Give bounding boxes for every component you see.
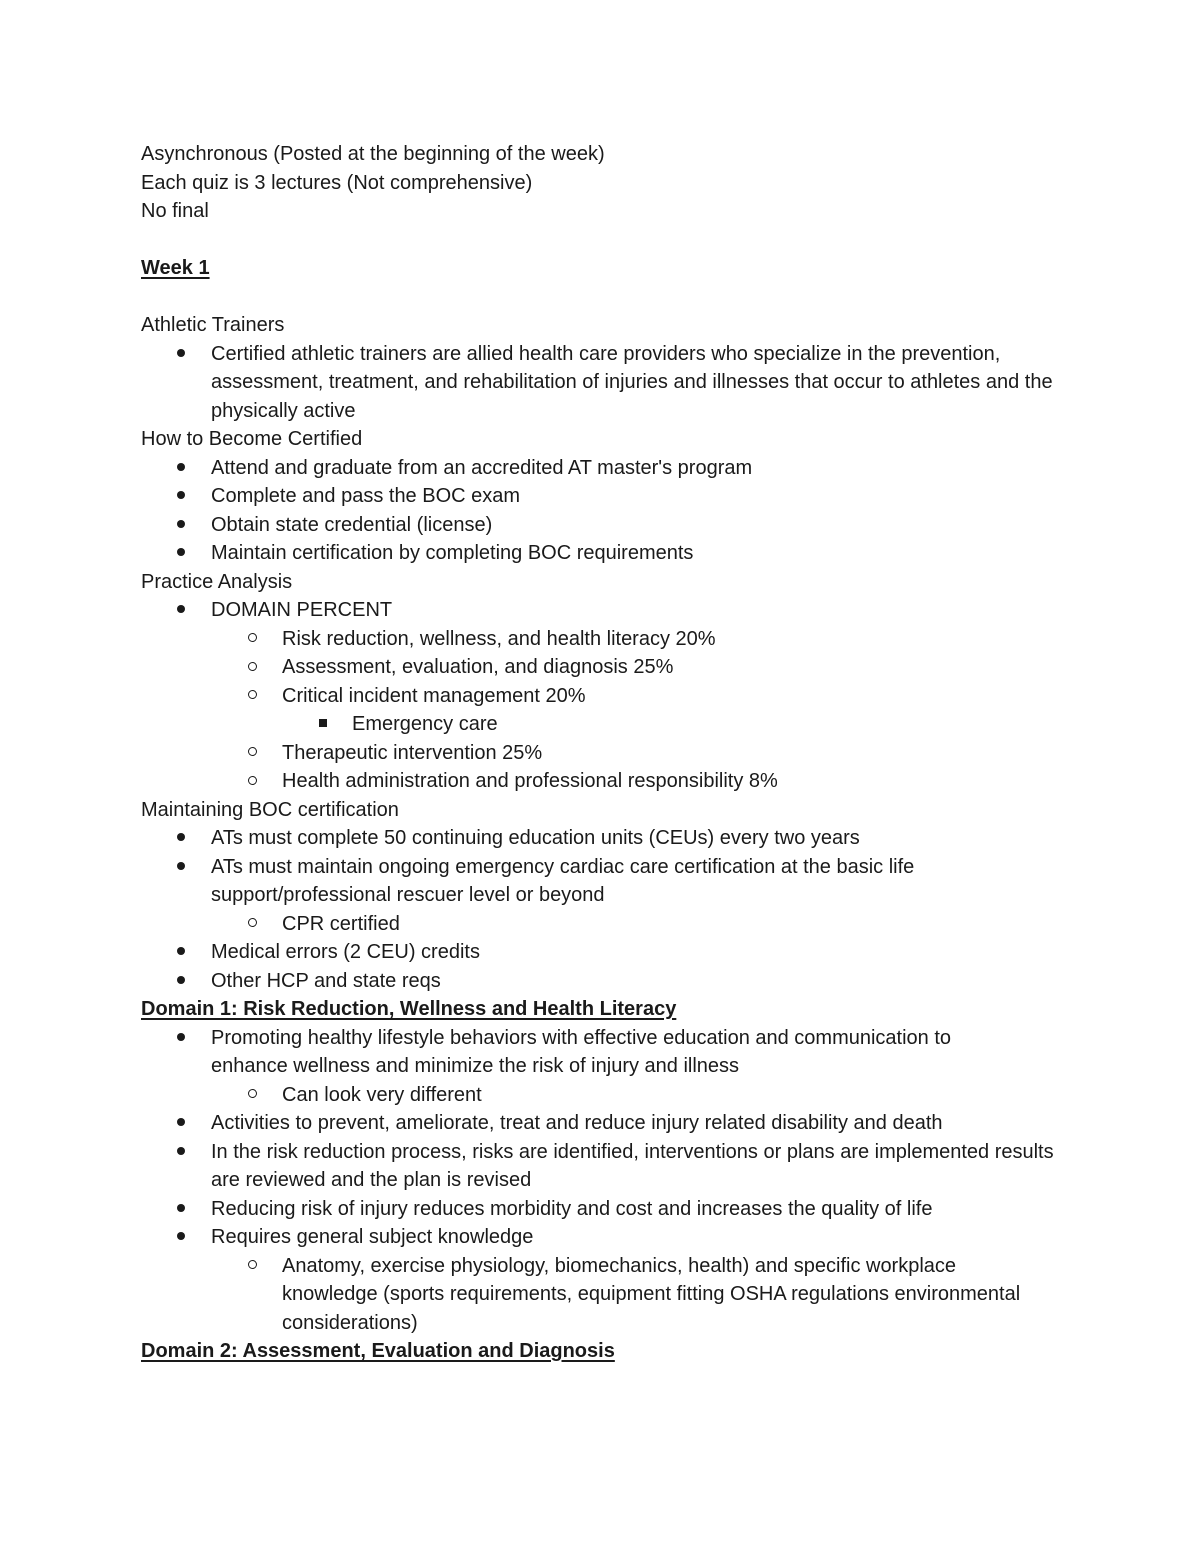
disc-bullet-icon [177, 824, 185, 853]
circle-bullet-icon [248, 625, 257, 654]
domain1-list [141, 1024, 1071, 1338]
domain2-heading: Domain 2: Assessment, Evaluation and Diagnosis [141, 1340, 615, 1362]
disc-bullet-icon [177, 1138, 185, 1167]
disc-bullet-icon [177, 454, 185, 483]
certified-list [141, 454, 1071, 568]
disc-bullet-icon [177, 853, 185, 882]
list-item: Obtain state credential (license) [141, 511, 1071, 540]
list-item: Assessment, evaluation, and diagnosis 25% [141, 653, 1071, 682]
list-item: Attend and graduate from an accredited AT master's program [141, 454, 1071, 483]
list-item: Can look very different [141, 1081, 1071, 1110]
list-item: CPR certified [141, 910, 1071, 939]
list-item: Complete and pass the BOC exam [141, 482, 1071, 511]
disc-bullet-icon [177, 539, 185, 568]
list-item: Emergency care [141, 710, 1071, 739]
blank-line [141, 283, 1071, 312]
circle-bullet-icon [248, 653, 257, 682]
list-item: Health administration and professional responsibility 8% [141, 767, 1071, 796]
square-bullet-icon [319, 710, 327, 739]
list-item: DOMAIN PERCENT [141, 596, 1071, 625]
section-title-practice-analysis: Practice Analysis [141, 570, 293, 593]
maintaining-list [141, 824, 1071, 995]
circle-bullet-icon [248, 1081, 257, 1110]
list-item: Critical incident management 20% [141, 682, 1071, 711]
list-item: Certified athletic trainers are allied health care providers who specialize in the prevention, assessment, treatment, and rehabilitation of injuries and illnesses that occur to athletes and the physically active [141, 340, 1081, 426]
list-item: Reducing risk of injury reduces morbidity and cost and increases the quality of life [141, 1195, 1071, 1224]
list-item: Promoting healthy lifestyle behaviors with effective education and communication to enhance wellness and minimize the risk of injury and illness [141, 1024, 1011, 1081]
section-title-certified: How to Become Certified [141, 428, 363, 450]
domain1-heading: Domain 1: Risk Reduction, Wellness and Health Literacy [141, 998, 677, 1020]
circle-bullet-icon [248, 767, 257, 796]
circle-bullet-icon [248, 682, 257, 711]
list-item: Requires general subject knowledge [141, 1223, 1071, 1252]
practice-list [141, 596, 1071, 796]
section-title-maintaining: Maintaining BOC certification [141, 798, 399, 821]
disc-bullet-icon [177, 967, 185, 996]
intro-line: No final [141, 200, 209, 222]
week-heading: Week 1 [141, 257, 210, 279]
list-item: Anatomy, exercise physiology, biomechanics, health) and specific workplace knowledge (sports requirements, equipment fitting OSHA regulations environmental considerations) [141, 1252, 1022, 1338]
list-item: Therapeutic intervention 25% [141, 739, 1071, 768]
disc-bullet-icon [177, 340, 185, 369]
list-item: Medical errors (2 CEU) credits [141, 938, 1071, 967]
disc-bullet-icon [177, 482, 185, 511]
document-page [141, 140, 1071, 1366]
intro-line: Asynchronous (Posted at the beginning of the week) [141, 143, 605, 165]
list-item: Activities to prevent, ameliorate, treat and reduce injury related disability and death [141, 1109, 1071, 1138]
list-item: Other HCP and state reqs [141, 967, 1071, 996]
disc-bullet-icon [177, 511, 185, 540]
disc-bullet-icon [177, 938, 185, 967]
disc-bullet-icon [177, 1024, 185, 1053]
circle-bullet-icon [248, 1252, 257, 1281]
disc-bullet-icon [177, 596, 185, 625]
disc-bullet-icon [177, 1195, 185, 1224]
list-item: In the risk reduction process, risks are identified, interventions or plans are implemented results are reviewed and the plan is revised [141, 1138, 1086, 1195]
list-item: Maintain certification by completing BOC requirements [141, 539, 1071, 568]
blank-line [141, 226, 1071, 255]
section-title-athletic-trainers: Athletic Trainers [141, 314, 285, 336]
intro-line: Each quiz is 3 lectures (Not comprehensive) [141, 171, 533, 194]
circle-bullet-icon [248, 739, 257, 768]
disc-bullet-icon [177, 1223, 185, 1252]
disc-bullet-icon [177, 1109, 185, 1138]
list-item: Risk reduction, wellness, and health literacy 20% [141, 625, 1071, 654]
athletic-trainers-list [141, 340, 1071, 426]
circle-bullet-icon [248, 910, 257, 939]
list-item: ATs must complete 50 continuing education units (CEUs) every two years [141, 824, 1071, 853]
list-item: ATs must maintain ongoing emergency cardiac care certification at the basic life support/professional rescuer level or beyond [141, 853, 981, 910]
